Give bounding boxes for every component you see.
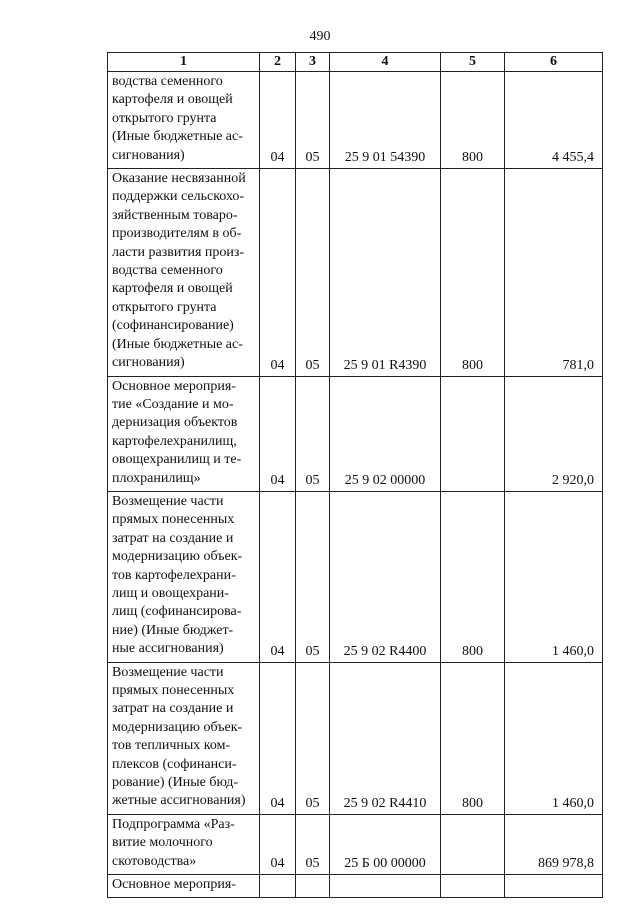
- row-subsection: 05: [296, 814, 330, 874]
- row-expense-type: 800: [441, 72, 505, 169]
- row-section: 04: [260, 72, 296, 169]
- row-expense-type: 800: [441, 169, 505, 376]
- row-name-cell: [108, 376, 260, 491]
- row-subsection: 05: [296, 169, 330, 376]
- row-subsection: 05: [296, 72, 330, 169]
- row-name-cell: [108, 875, 260, 898]
- row-name-cell: [108, 72, 260, 169]
- table-row: [108, 72, 603, 169]
- column-header-name: 1: [108, 53, 260, 72]
- row-amount: 1 460,0: [505, 491, 603, 662]
- row-name: Основное мероприя- тие «Создание и мо- дернизация объектов картофелехранилищ, овощехранилищ и те- плохранилищ»: [112, 378, 242, 486]
- row-name-cell: [108, 662, 260, 814]
- row-subsection: 05: [296, 662, 330, 814]
- row-target-article: 25 9 02 R4400: [330, 491, 441, 662]
- row-amount: [505, 875, 603, 898]
- row-expense-type: [441, 814, 505, 874]
- row-section: 04: [260, 169, 296, 376]
- page-number: 490: [309, 29, 331, 44]
- table-row: [108, 376, 603, 491]
- column-header-subsection: 3: [296, 53, 330, 72]
- row-subsection: 05: [296, 376, 330, 491]
- row-section: 04: [260, 814, 296, 874]
- row-target-article: 25 Б 00 00000: [330, 814, 441, 874]
- row-name-cell: [108, 814, 260, 874]
- row-section: 04: [260, 491, 296, 662]
- table-row: [108, 814, 603, 874]
- row-amount: 2 920,0: [505, 376, 603, 491]
- row-expense-type: 800: [441, 662, 505, 814]
- row-name: Подпрограмма «Раз- витие молочного скотоводства»: [112, 816, 235, 869]
- row-section: 04: [260, 376, 296, 491]
- row-expense-type: [441, 376, 505, 491]
- table-row: [108, 662, 603, 814]
- row-target-article: [330, 875, 441, 898]
- row-target-article: 25 9 02 00000: [330, 376, 441, 491]
- row-amount: 1 460,0: [505, 662, 603, 814]
- row-subsection: [296, 875, 330, 898]
- row-subsection: 05: [296, 491, 330, 662]
- row-name: Возмещение части прямых понесенных затрат на создание и модернизацию объек- тов тепличных ком- плексов (софинанси- рование) (Иные бюд- жетные ассигнования): [112, 664, 246, 809]
- table-row: [108, 491, 603, 662]
- budget-table: [107, 52, 603, 898]
- row-target-article: 25 9 01 54390: [330, 72, 441, 169]
- row-name: Возмещение части прямых понесенных затрат на создание и модернизацию объек- тов картофелехрани- лищ и овощехрани- лищ (софинансирова- ние) (Иные бюджет- ные ассигнования): [112, 493, 243, 657]
- row-expense-type: [441, 875, 505, 898]
- row-name-cell: [108, 491, 260, 662]
- row-target-article: 25 9 01 R4390: [330, 169, 441, 376]
- column-header-expense-type: 5: [441, 53, 505, 72]
- row-target-article: 25 9 02 R4410: [330, 662, 441, 814]
- row-name: Оказание несвязанной поддержки сельскохо- зяйственным товаро- производителям в об- ласти развития произ- водства семенного картофеля и овощей открытого грунта (софинансирование) (Иные бюджетные ас- сигнования): [112, 171, 246, 371]
- row-amount: 4 455,4: [505, 72, 603, 169]
- row-section: 04: [260, 662, 296, 814]
- row-name: водства семенного картофеля и овощей открытого грунта (Иные бюджетные ас- сигнования): [112, 74, 243, 163]
- table-row: [108, 875, 603, 898]
- row-expense-type: 800: [441, 491, 505, 662]
- column-header-target-article: 4: [330, 53, 441, 72]
- row-amount: 869 978,8: [505, 814, 603, 874]
- table-header-row: [108, 53, 603, 72]
- row-amount: 781,0: [505, 169, 603, 376]
- row-name-cell: [108, 169, 260, 376]
- row-section: [260, 875, 296, 898]
- column-header-section: 2: [260, 53, 296, 72]
- table-row: [108, 169, 603, 376]
- row-name: Основное мероприя-: [112, 877, 236, 893]
- column-header-amount: 6: [505, 53, 603, 72]
